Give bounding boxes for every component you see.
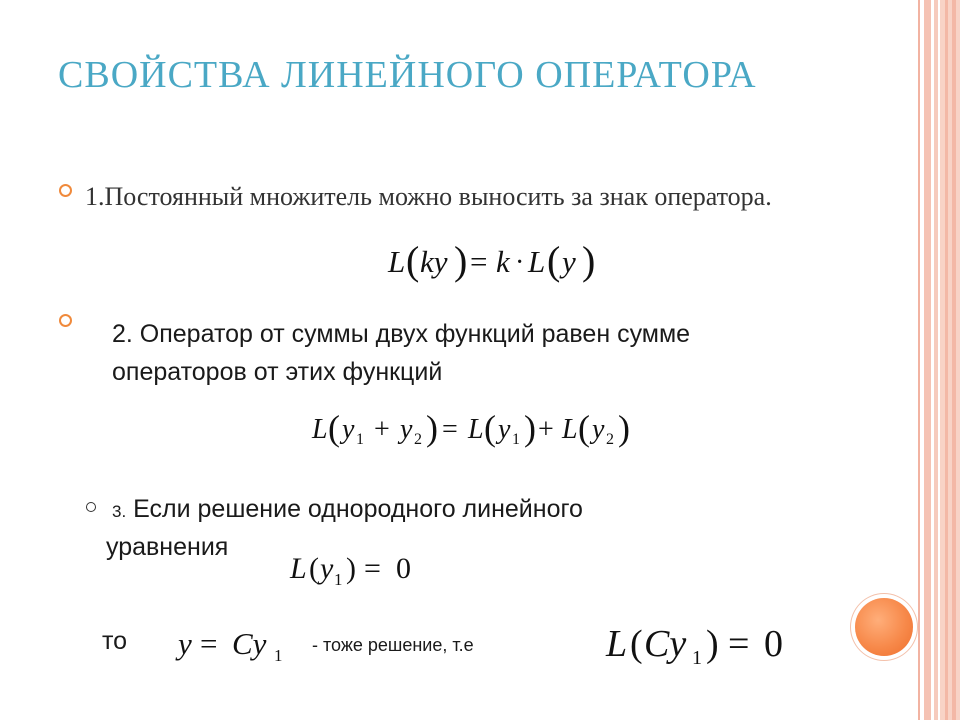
svg-text:y: y — [592, 414, 605, 445]
svg-text:(: ( — [328, 408, 340, 448]
svg-text:(: ( — [578, 408, 590, 448]
svg-text:(: ( — [547, 238, 561, 283]
svg-text:ky: ky — [420, 244, 448, 279]
svg-text:L: L — [388, 244, 406, 279]
formula-homogeneous-equation — [290, 548, 440, 590]
svg-text:1: 1 — [356, 431, 364, 448]
bullet-ring-icon — [59, 184, 72, 197]
item3-text-line2: уравнения — [106, 533, 229, 561]
svg-text:): ) — [618, 408, 630, 448]
item1-text: 1.Постоянный множитель можно выносить за знак оператора. — [85, 182, 772, 211]
svg-text:(: ( — [406, 238, 420, 283]
svg-text:=: = — [728, 623, 750, 665]
svg-text:L: L — [562, 414, 578, 445]
decor-stripe — [934, 0, 938, 720]
slide-title: СВОЙСТВА ЛИНЕЙНОГО ОПЕРАТОРА — [58, 54, 757, 96]
item3-line1 — [112, 490, 583, 531]
svg-text:0: 0 — [396, 552, 411, 585]
then-word: то — [102, 627, 128, 655]
svg-text:(: ( — [484, 408, 496, 448]
svg-text:y: y — [178, 626, 192, 661]
svg-text:y: y — [400, 414, 413, 445]
svg-text:L: L — [312, 414, 328, 445]
svg-text:): ) — [524, 408, 536, 448]
formula-additivity — [312, 406, 642, 452]
svg-text:2: 2 — [606, 431, 614, 448]
decor-stripe — [945, 0, 948, 720]
svg-text:L: L — [468, 414, 484, 445]
formula-solution — [178, 622, 298, 666]
svg-text:1: 1 — [274, 646, 283, 665]
svg-text:k: k — [496, 244, 510, 279]
svg-text:1: 1 — [692, 647, 702, 669]
svg-text:): ) — [454, 238, 468, 283]
svg-text:=: = — [364, 552, 381, 585]
item3-number: 3. — [112, 502, 127, 521]
svg-text:2: 2 — [414, 431, 422, 448]
svg-text:Cy: Cy — [232, 626, 267, 661]
item2-text: 2. Оператор от суммы двух функций равен сумме операторов от этих функций — [112, 320, 691, 386]
svg-text:y: y — [562, 244, 576, 279]
svg-text:(: ( — [630, 623, 643, 665]
decor-stripe — [940, 0, 960, 720]
svg-text:=: = — [442, 414, 458, 445]
svg-text:): ) — [346, 552, 356, 585]
svg-text:): ) — [706, 623, 719, 665]
svg-text:·: · — [515, 247, 525, 278]
formula-homogeneity — [388, 238, 618, 286]
svg-text:(: ( — [309, 552, 319, 585]
svg-text:=: = — [200, 626, 218, 661]
bullet-ring-icon — [59, 314, 72, 327]
svg-text:): ) — [426, 408, 438, 448]
svg-text:): ) — [582, 238, 596, 283]
svg-text:1: 1 — [334, 570, 343, 589]
svg-text:y: y — [498, 414, 511, 445]
svg-text:Cy: Cy — [644, 623, 687, 665]
svg-text:y: y — [320, 552, 334, 585]
svg-text:L: L — [528, 244, 546, 279]
svg-text:1: 1 — [512, 431, 520, 448]
svg-text:=: = — [470, 244, 488, 279]
item3-text-line1: Если решение однородного линейного — [133, 495, 583, 523]
svg-text:+: + — [374, 414, 390, 445]
decor-stripe — [924, 0, 931, 720]
svg-text:+: + — [538, 414, 554, 445]
decor-stripe — [918, 0, 920, 720]
sub-bullet-icon — [86, 502, 96, 512]
svg-text:0: 0 — [764, 623, 783, 665]
formula-result — [606, 618, 796, 670]
decor-stripe — [952, 0, 956, 720]
also-solution-text: - тоже решение, т.е — [312, 635, 474, 655]
svg-text:y: y — [342, 414, 355, 445]
svg-text:L: L — [290, 552, 307, 585]
svg-text:L: L — [606, 623, 628, 665]
decor-orb — [855, 598, 913, 656]
